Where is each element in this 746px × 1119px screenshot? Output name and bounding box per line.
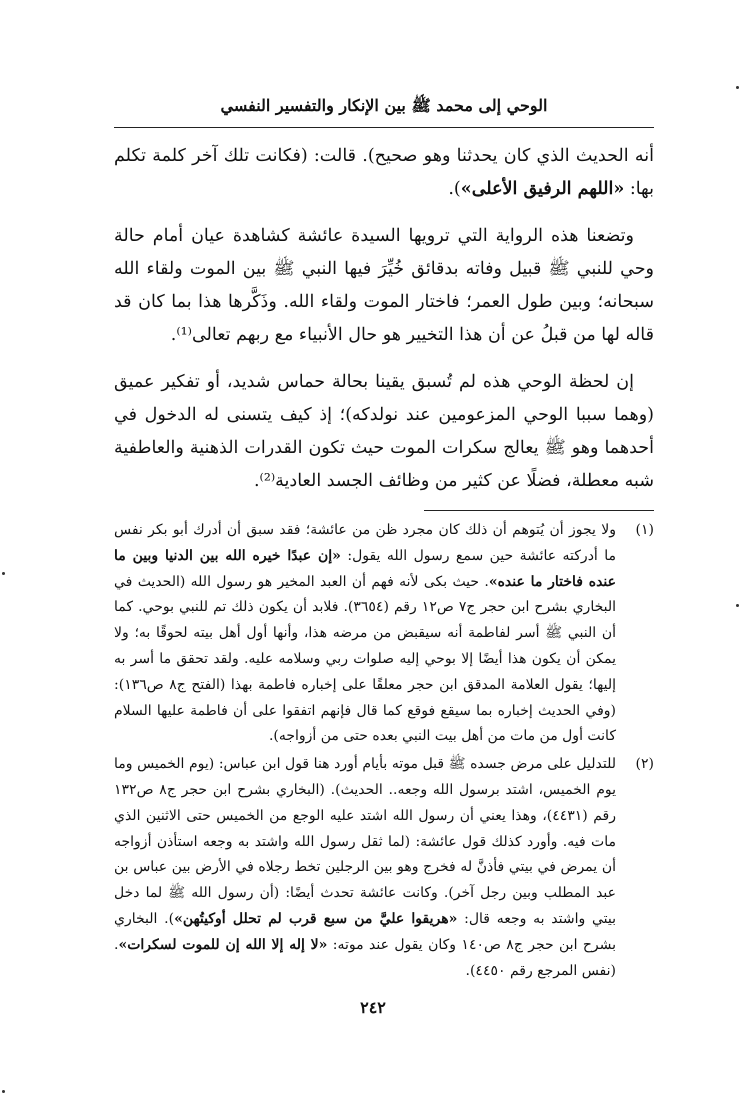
paragraph-2: وتضعنا هذه الرواية التي ترويها السيدة عائشة كشاهدة عيان أمام حالة وحي للنبي ﷺ قبيل وفاته بدقائق خُيِّرَ فيها النبي ﷺ بين الموت ولقاء الله سبحانه؛ وبين طول العمر؛ فاختار الموت ولقاء الله. وذَكَّرها هذا بما كان قد قاله لها من قبلُ عن أن هذا التخيير هو حال الأنبياء مع ربهم تعالى⁽¹⁾.: [114, 226, 655, 345]
scan-mark: [2, 572, 5, 575]
footnote-2: [114, 752, 654, 984]
scan-mark: [736, 604, 739, 607]
paragraph-1: [114, 140, 654, 206]
footnote-1-text-b: . حيث بكى لأنه فهم أن العبد المخير هو رسول الله (الحديث في البخاري بشرح ابن حجر ج٧ ص١٢ رقم (٣٦٥٤). فلابد أن يكون ذلك تم للنبي بوحي. كما أن النبي ﷺ أسر لفاطمة أنه سيقبض من مرضه هذا، وأنها أول أهل بيته لحوقًا به؛ ولا يمكن أن يكون هذا أيضًا إلا بوحي إليه صلوات ربي وسلامه عليه. ولقد تحقق ما أسر به إليها؛ يقول العلامة المدقق ابن حجر معلقًا على إخباره فاطمة بهذا (الفتح ج٨ ص١٣٦): (وفي الحديث إخباره بما سيقع فوقع كما قال فإنهم اتفقوا على أن فاطمة عليها السلام كانت أول من مات من أهل بيت النبي بعده حتى من أزواجه).: [114, 573, 617, 745]
scan-mark: [736, 86, 739, 89]
footnote-2-quote-1: «هريقوا عليَّ من سبع قرب لم تحلل أوكيتُهن»: [174, 910, 458, 927]
paragraph-3: إن لحظة الوحي هذه لم تُسبق يقينا بحالة حماس شديد، أو تفكير عميق (وهما سببا الوحي المزعومين عند نولدكه)؛ إذ كيف يتسنى له الدخول في أحدهما وهو ﷺ يعالج سكرات الموت حيث تكون القدرات الذهنية والعاطفية شبه معطلة، فضلًا عن كثير من وظائف الجسد العادية⁽²⁾.: [114, 372, 654, 491]
scan-mark: [2, 1090, 5, 1093]
footnote-1-text-a: ولا يجوز أن يُتوهم أن ذلك كان مجرد ظن من عائشة؛ فقد سبق أن أدرك أبو بكر نفس ما أدركته عائشة حين سمع رسول الله يقول:: [114, 522, 617, 564]
paragraph-1-quote: «اللهم الرفيق الأعلى»: [460, 179, 625, 199]
footnote-2-text-c: . (نفس المرجع رقم ٤٤٥٠).: [114, 936, 616, 979]
paragraph-1-end: ).: [448, 179, 461, 199]
footnote-2-text-b: ). البخاري بشرح ابن حجر ج٨ ص١٤٠ وكان يقول عند موته:: [114, 910, 616, 953]
footnote-separator: [424, 510, 654, 511]
main-text: [114, 140, 654, 512]
paragraph-1-text: أنه الحديث الذي كان يحدثنا وهو صحيح). قالت: (فكانت تلك آخر كلمة تكلم بها:: [114, 146, 654, 199]
footnote-2-marker: (٢): [635, 756, 654, 773]
running-header: الوحي إلى محمد ﷺ بين الإنكار والتفسير النفسي: [220, 96, 548, 115]
footnote-2-text-a: للتدليل على مرض جسده ﷺ قبل موته بأيام أورد هنا قول ابن عباس: (يوم الخميس وما يوم الخميس، اشتد برسول الله وجعه.. الحديث). (البخاري بشرح ابن حجر ج٨ ص١٣٢ رقم (٤٤٣١)، وهذا يعني أن رسول الله اشتد عليه الوجع من الخميس حتى الاثنين الذي مات فيه. وأورد كذلك قول عائشة: (لما ثقل رسول الله واشتد به وجعه استأذن أزواجه أن يمرض في بيتي فأذنَّ له فخرج وهو بين الرجلين تخط رجلاه في الأرض بين عباس بن عبد المطلب وبين رجل آخر). وكانت عائشة تحدث أيضًا: (أن رسول الله ﷺ لما دخل بيتي واشتد به وجعه قال:: [114, 756, 617, 927]
footnote-1-marker: (١): [635, 522, 654, 538]
footnote-2-quote-2: «لا إله إلا الله إن للموت لسكرات»: [118, 936, 328, 953]
page-number: ٢٤٢: [360, 998, 386, 1017]
footnotes: [114, 518, 654, 986]
header-rule: [114, 127, 654, 128]
footnote-1-quote: «إن عبدًا خيره الله بين الدنيا وبين ما عنده فاختار ما عنده»: [114, 547, 616, 590]
footnote-1: [114, 518, 654, 750]
